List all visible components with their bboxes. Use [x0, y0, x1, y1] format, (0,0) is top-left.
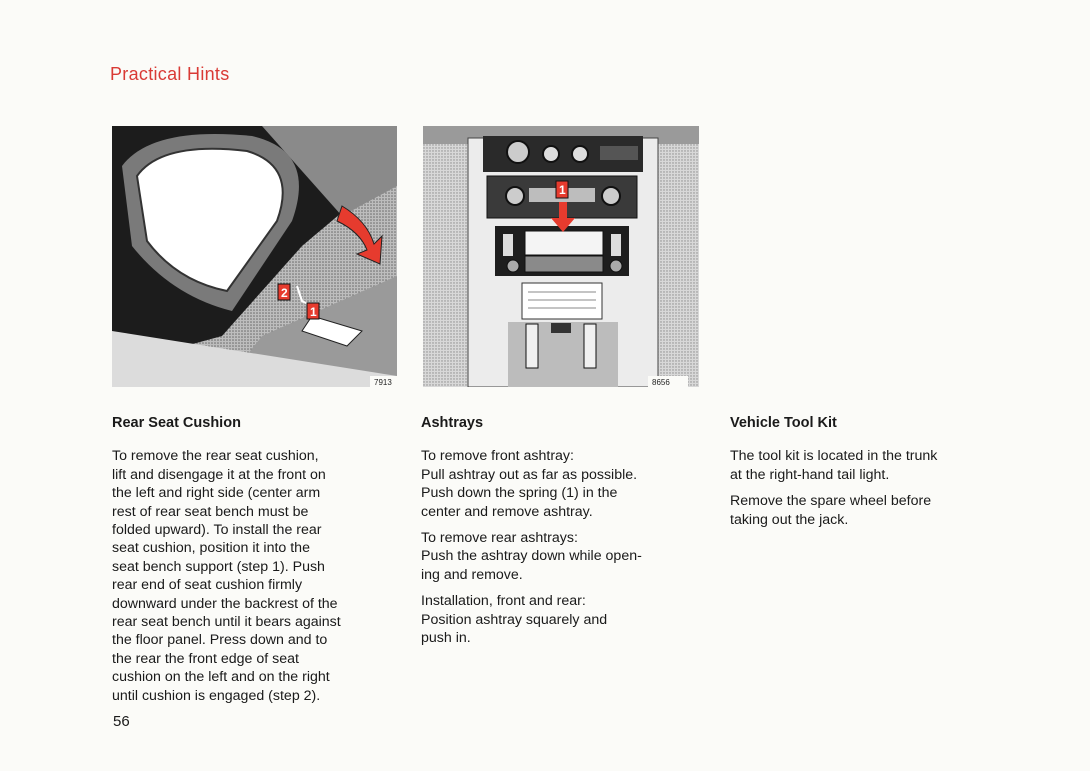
- rear-seat-cushion-illustration: [112, 126, 397, 387]
- section-heading: Rear Seat Cushion: [112, 415, 241, 431]
- section-paragraph: To remove front ashtray: Pull ashtray out as far as possible. Push down the spring (1) in the center and remove ashtray.: [421, 448, 638, 520]
- section-paragraph: To remove rear ashtrays: Push the ashtray down while open- ing and remove.: [421, 530, 642, 583]
- section-paragraph: Installation, front and rear: Position ashtray squarely and push in.: [421, 593, 608, 647]
- section-paragraph: To remove the rear seat cushion, lift and disengage it at the front on the left and right side (center arm rest of rear seat bench must be folded upward). To install the rear seat cushion, position it into the seat bench support (step 1). Push rear end of seat cushion firmly downward under the backrest of the rear seat bench until it bears against the floor panel. Press down and to the rear the front edge of seat cushion on the left and on the right until cushion is engaged (step 2).: [112, 448, 341, 704]
- callout-1: 1: [310, 305, 317, 319]
- figure-number: 8656: [652, 378, 670, 387]
- section-heading: Vehicle Tool Kit: [730, 415, 837, 431]
- ashtray-console-illustration: [423, 126, 699, 387]
- ashtrays-section: [421, 414, 711, 655]
- section-heading: Ashtrays: [421, 415, 484, 431]
- vehicle-tool-kit-section: [730, 414, 1020, 537]
- callout-1: 1: [559, 183, 566, 197]
- section-paragraph: Remove the spare wheel before taking out the jack.: [730, 493, 932, 528]
- rear-seat-cushion-section: [112, 414, 402, 713]
- callout-2: 2: [281, 286, 288, 300]
- section-paragraph: The tool kit is located in the trunk at the right-hand tail light.: [730, 448, 938, 483]
- figure-number: 7913: [374, 378, 392, 387]
- page-number: 56: [113, 713, 130, 730]
- page-header: Practical Hints: [110, 64, 230, 84]
